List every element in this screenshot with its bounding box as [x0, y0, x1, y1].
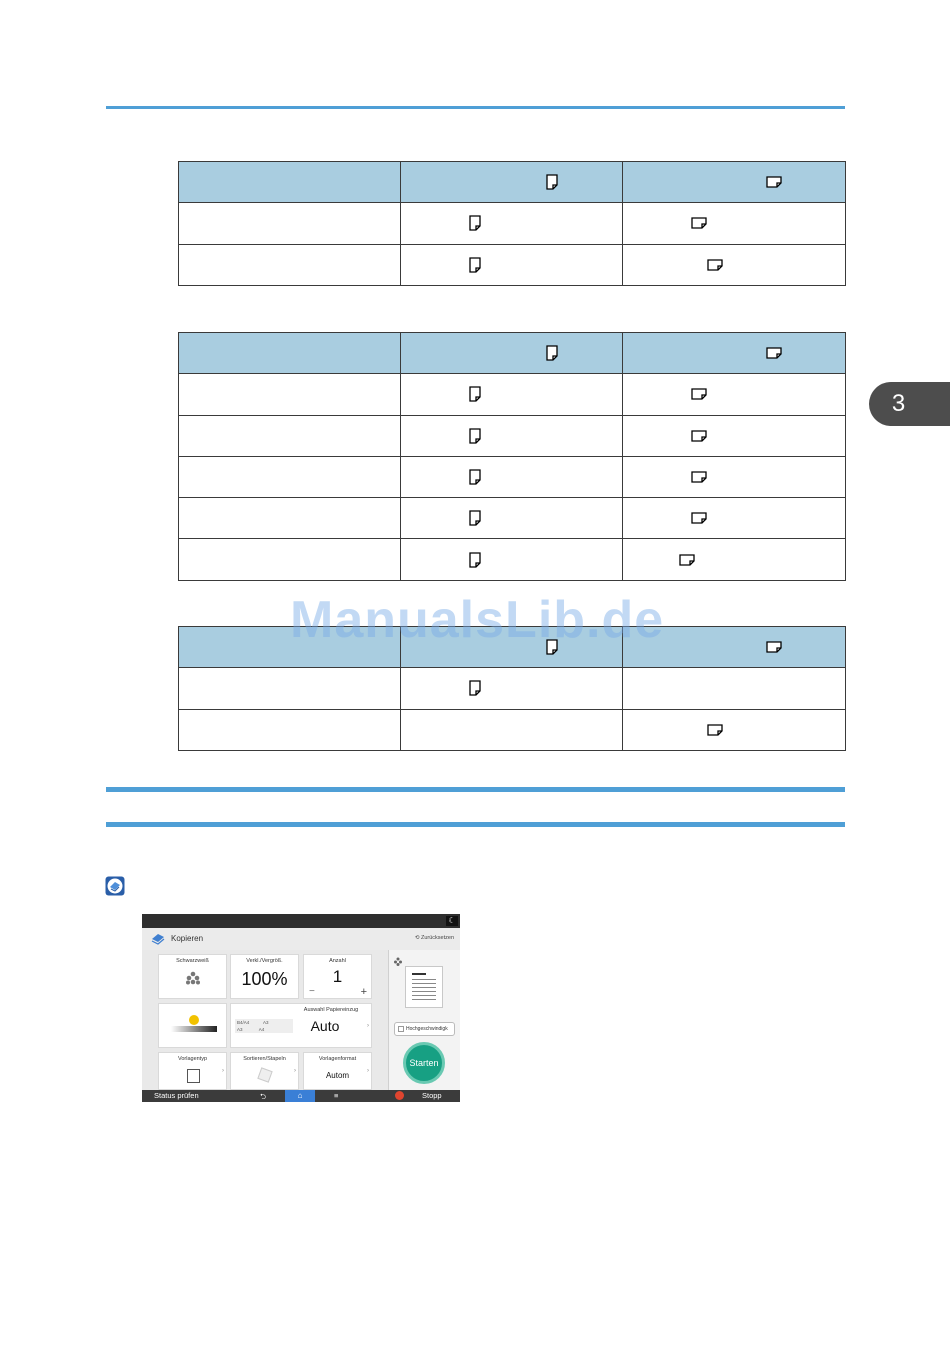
- app-title: Kopieren: [171, 934, 204, 943]
- landscape-paper-icon: [691, 430, 707, 442]
- paper-select-value: Auto: [310, 1018, 340, 1034]
- copies-tile[interactable]: [303, 954, 372, 999]
- chevron-right-icon: ›: [222, 1068, 224, 1074]
- table-cell: [623, 539, 846, 580]
- top-rule: [106, 106, 845, 109]
- sort-label: Sortieren/Stapeln: [243, 1056, 286, 1062]
- preview-line: [412, 991, 436, 992]
- table-row: [179, 415, 846, 456]
- original-type-label: Vorlagentyp: [177, 1056, 208, 1062]
- landscape-paper-icon: [766, 641, 782, 653]
- preview-line: [412, 979, 436, 980]
- density-scale-icon: [171, 1026, 217, 1032]
- portrait-paper-icon: [469, 215, 481, 231]
- table-row: [179, 374, 846, 415]
- table-cell: [623, 415, 846, 456]
- high-speed-checkbox[interactable]: [394, 1022, 455, 1036]
- table-cell: [401, 415, 623, 456]
- bottom-bar: [142, 1090, 460, 1102]
- reset-button[interactable]: ⟲ Zurücksetzen: [414, 935, 454, 941]
- stop-icon: [395, 1091, 404, 1100]
- zoom-tile[interactable]: [230, 954, 299, 999]
- home-icon[interactable]: ⌂: [285, 1090, 315, 1102]
- paper-tray-1: B4/A4: [237, 1020, 250, 1025]
- portrait-paper-icon: [546, 174, 558, 190]
- preview-line: [412, 983, 436, 984]
- density-tile[interactable]: [158, 1003, 227, 1048]
- table-cell: [623, 203, 846, 244]
- portrait-paper-icon: [469, 552, 481, 568]
- preview-line: [412, 995, 436, 996]
- table-header-cell: [179, 333, 401, 374]
- watermark: ManualsLib.de: [290, 591, 665, 649]
- preview-thumbnail[interactable]: [405, 966, 443, 1008]
- chapter-tab[interactable]: [869, 382, 950, 426]
- reset-label: Zurücksetzen: [420, 935, 454, 941]
- table-cell: [401, 539, 623, 580]
- table-cell: [401, 244, 623, 285]
- landscape-paper-icon: [691, 217, 707, 229]
- zoom-label: Verkl./Vergröß.: [246, 958, 283, 964]
- status-bar: [142, 914, 460, 928]
- landscape-paper-icon: [691, 471, 707, 483]
- color-mode-tile[interactable]: [158, 954, 227, 999]
- table-cell: [179, 374, 401, 415]
- table-header-cell: [179, 162, 401, 203]
- landscape-paper-icon: [766, 347, 782, 359]
- paper-select-tile[interactable]: [230, 1003, 372, 1048]
- original-size-label: Vorlagenformat: [318, 1056, 357, 1062]
- chevron-right-icon: ›: [367, 1068, 369, 1074]
- table-row: [179, 498, 846, 539]
- table-cell: [179, 456, 401, 497]
- landscape-paper-icon: [707, 259, 723, 271]
- original-type-tile[interactable]: [158, 1052, 227, 1090]
- portrait-paper-icon: [469, 469, 481, 485]
- table-cell: [179, 203, 401, 244]
- portrait-paper-icon: [469, 680, 481, 696]
- document-icon: [187, 1069, 200, 1083]
- table-cell: [623, 374, 846, 415]
- black-white-icon: [159, 971, 226, 990]
- chapter-number: 3: [891, 390, 906, 417]
- table-cell: [623, 456, 846, 497]
- portrait-paper-icon: [546, 345, 558, 361]
- paper-size-table-2: [178, 332, 846, 581]
- table-cell: [623, 709, 846, 750]
- landscape-paper-icon: [766, 176, 782, 188]
- paper-tray-3: A3: [237, 1027, 243, 1032]
- original-size-tile[interactable]: [303, 1052, 372, 1090]
- section-rule-top: [106, 787, 845, 792]
- preview-line: [412, 999, 436, 1000]
- copies-label: Anzahl: [329, 958, 346, 964]
- preview-line: [412, 973, 426, 975]
- table-header-row: [179, 333, 846, 374]
- table-cell: [623, 668, 846, 709]
- black-white-mode-icon: [393, 953, 403, 971]
- copies-minus-button[interactable]: −: [309, 986, 315, 997]
- table-cell: [623, 498, 846, 539]
- table-row: [179, 668, 846, 709]
- high-speed-label: Hochgeschwindigk: [406, 1026, 448, 1032]
- start-button[interactable]: Starten: [403, 1042, 445, 1084]
- portrait-paper-icon: [469, 510, 481, 526]
- table-cell: [179, 415, 401, 456]
- copies-value: 1: [332, 967, 343, 986]
- sort-stack-icon: [257, 1067, 272, 1082]
- chevron-right-icon: ›: [294, 1068, 296, 1074]
- table-cell: [179, 709, 401, 750]
- table-cell: [401, 203, 623, 244]
- landscape-paper-icon: [691, 512, 707, 524]
- sort-tile[interactable]: [230, 1052, 299, 1090]
- zoom-value: 100%: [241, 969, 288, 989]
- status-check-button[interactable]: Status prüfen: [154, 1091, 199, 1100]
- table-cell: [401, 374, 623, 415]
- menu-icon[interactable]: ≡: [334, 1091, 339, 1100]
- table-row: [179, 456, 846, 497]
- copy-app-icon: [105, 876, 125, 896]
- table-cell: [179, 668, 401, 709]
- paper-tray-2: A3: [263, 1020, 269, 1025]
- table-row: [179, 709, 846, 750]
- back-icon[interactable]: ⮌: [260, 1092, 267, 1101]
- section-rule-bottom: [106, 822, 845, 827]
- density-sun-icon: [189, 1015, 199, 1025]
- table-cell: [401, 498, 623, 539]
- original-size-value: Autom: [325, 1071, 350, 1080]
- table-cell: [401, 456, 623, 497]
- table-row: [179, 244, 846, 285]
- color-mode-label: Schwarzweiß: [176, 958, 209, 964]
- chevron-right-icon: ›: [367, 1022, 369, 1029]
- checkbox-icon: [398, 1026, 404, 1032]
- table-header-cell: [401, 162, 623, 203]
- preview-line: [412, 987, 436, 988]
- portrait-paper-icon: [469, 257, 481, 273]
- portrait-paper-icon: [469, 428, 481, 444]
- table-cell: [179, 498, 401, 539]
- table-header-row: [179, 162, 846, 203]
- energy-saver-icon[interactable]: ☾: [446, 916, 458, 926]
- table-row: [179, 539, 846, 580]
- landscape-paper-icon: [691, 388, 707, 400]
- table-cell: [179, 539, 401, 580]
- stop-button[interactable]: Stopp: [422, 1091, 442, 1100]
- table-cell: [179, 244, 401, 285]
- table-row: [179, 203, 846, 244]
- table-cell: [623, 244, 846, 285]
- table-header-cell: [401, 333, 623, 374]
- table-cell: [401, 668, 623, 709]
- copy-app-icon: [151, 932, 165, 944]
- portrait-paper-icon: [469, 386, 481, 402]
- copies-plus-button[interactable]: +: [360, 986, 367, 998]
- copy-screen-panel: [142, 914, 460, 1102]
- table-cell: [401, 709, 623, 750]
- paper-tray-4: A4: [258, 1027, 265, 1032]
- landscape-paper-icon: [707, 724, 723, 736]
- table-header-cell: [623, 162, 846, 203]
- paper-size-table-1: [178, 161, 846, 286]
- paper-trays-info: [235, 1019, 293, 1033]
- table-header-cell: [623, 333, 846, 374]
- landscape-paper-icon: [679, 554, 695, 566]
- paper-select-label: Auswahl Papiereinzug: [303, 1007, 359, 1013]
